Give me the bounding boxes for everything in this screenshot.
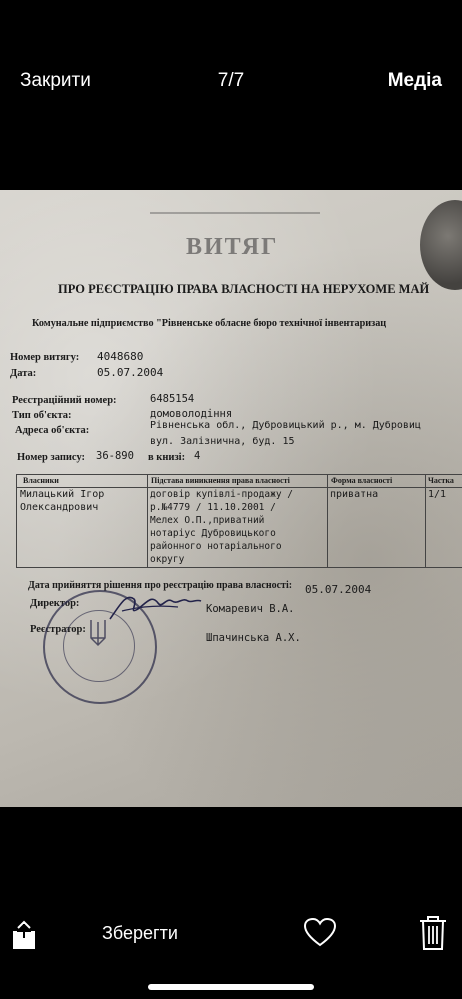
basis-line: нотаріус Дубровицького <box>150 528 276 539</box>
object-type-label: Тип об'єкта: <box>12 410 72 421</box>
reg-number: 6485154 <box>150 393 195 405</box>
top-bar <box>0 0 462 190</box>
owner-line1: Милацький Ігор <box>20 489 105 500</box>
document-subtitle: ПРО РЕЄСТРАЦІЮ ПРАВА ВЛАСНОСТІ НА НЕРУХОМЕ МАЙ <box>58 282 430 296</box>
ownership-share: 1/1 <box>428 489 447 500</box>
heart-icon[interactable] <box>303 917 337 947</box>
director-signature <box>108 585 203 625</box>
globe-object <box>420 200 462 290</box>
director-name: Комаревич В.А. <box>206 603 295 615</box>
document-photo[interactable] <box>0 190 462 807</box>
basis-line: округу <box>150 554 185 565</box>
owner-line2: Олександрович <box>20 502 99 513</box>
object-type: домоволодіння <box>150 408 233 420</box>
save-button[interactable]: Зберегти <box>102 923 178 943</box>
table-header-owners: Власники <box>23 476 59 485</box>
table-header-form: Форма власності <box>331 476 393 485</box>
date-value: 05.07.2004 <box>97 366 164 379</box>
decision-date: 05.07.2004 <box>305 583 372 596</box>
bottom-bar <box>0 807 462 999</box>
basis-line: р.№4779 / 11.10.2001 / <box>150 502 276 513</box>
director-label: Директор: <box>30 598 80 609</box>
extract-number-label: Номер витягу: <box>10 352 80 363</box>
book-number: 4 <box>194 450 201 462</box>
owners-table <box>16 474 462 568</box>
media-button[interactable]: Медіа <box>387 70 442 91</box>
trash-icon[interactable] <box>418 915 448 951</box>
reg-number-label: Реєстраційний номер: <box>12 395 117 406</box>
document-ornament <box>150 190 320 214</box>
registrar-name: Шпачинська А.Х. <box>206 632 301 644</box>
date-label: Дата: <box>10 368 37 379</box>
address-line1: Рівненська обл., Дубровицький р., м. Дубровиц <box>150 420 421 431</box>
share-icon[interactable] <box>12 920 36 950</box>
close-button[interactable]: Закрити <box>20 70 91 91</box>
registrar-label: Реєстратор: <box>30 624 86 635</box>
decision-date-label: Дата прийняття рішення про реєстрацію права власності: <box>28 580 293 591</box>
document-organization: Комунальне підприємство "Рівненське обласне бюро технічної інвентаризац <box>32 318 387 329</box>
address-line2: вул. Залізнична, буд. 15 <box>150 436 295 447</box>
extract-number: 4048680 <box>97 350 144 363</box>
document-heading: ВИТЯГ <box>186 234 279 260</box>
basis-line: договір купівлі-продажу / <box>150 489 293 500</box>
basis-line: Мелех О.П.,приватний <box>150 515 265 526</box>
book-label: в книзі: <box>148 452 186 463</box>
table-header-share: Частка <box>428 476 454 485</box>
address-label: Адреса об'єкта: <box>15 425 90 436</box>
record-number: 36-890 <box>96 450 134 462</box>
ownership-form: приватна <box>330 489 379 500</box>
table-header-basis: Підстава виникнення права власності <box>151 476 290 485</box>
trident-icon <box>89 618 107 648</box>
photo-counter: 7/7 <box>217 70 245 91</box>
basis-line: районного нотаріального <box>150 541 282 552</box>
home-indicator <box>148 984 314 990</box>
record-number-label: Номер запису: <box>17 452 86 463</box>
